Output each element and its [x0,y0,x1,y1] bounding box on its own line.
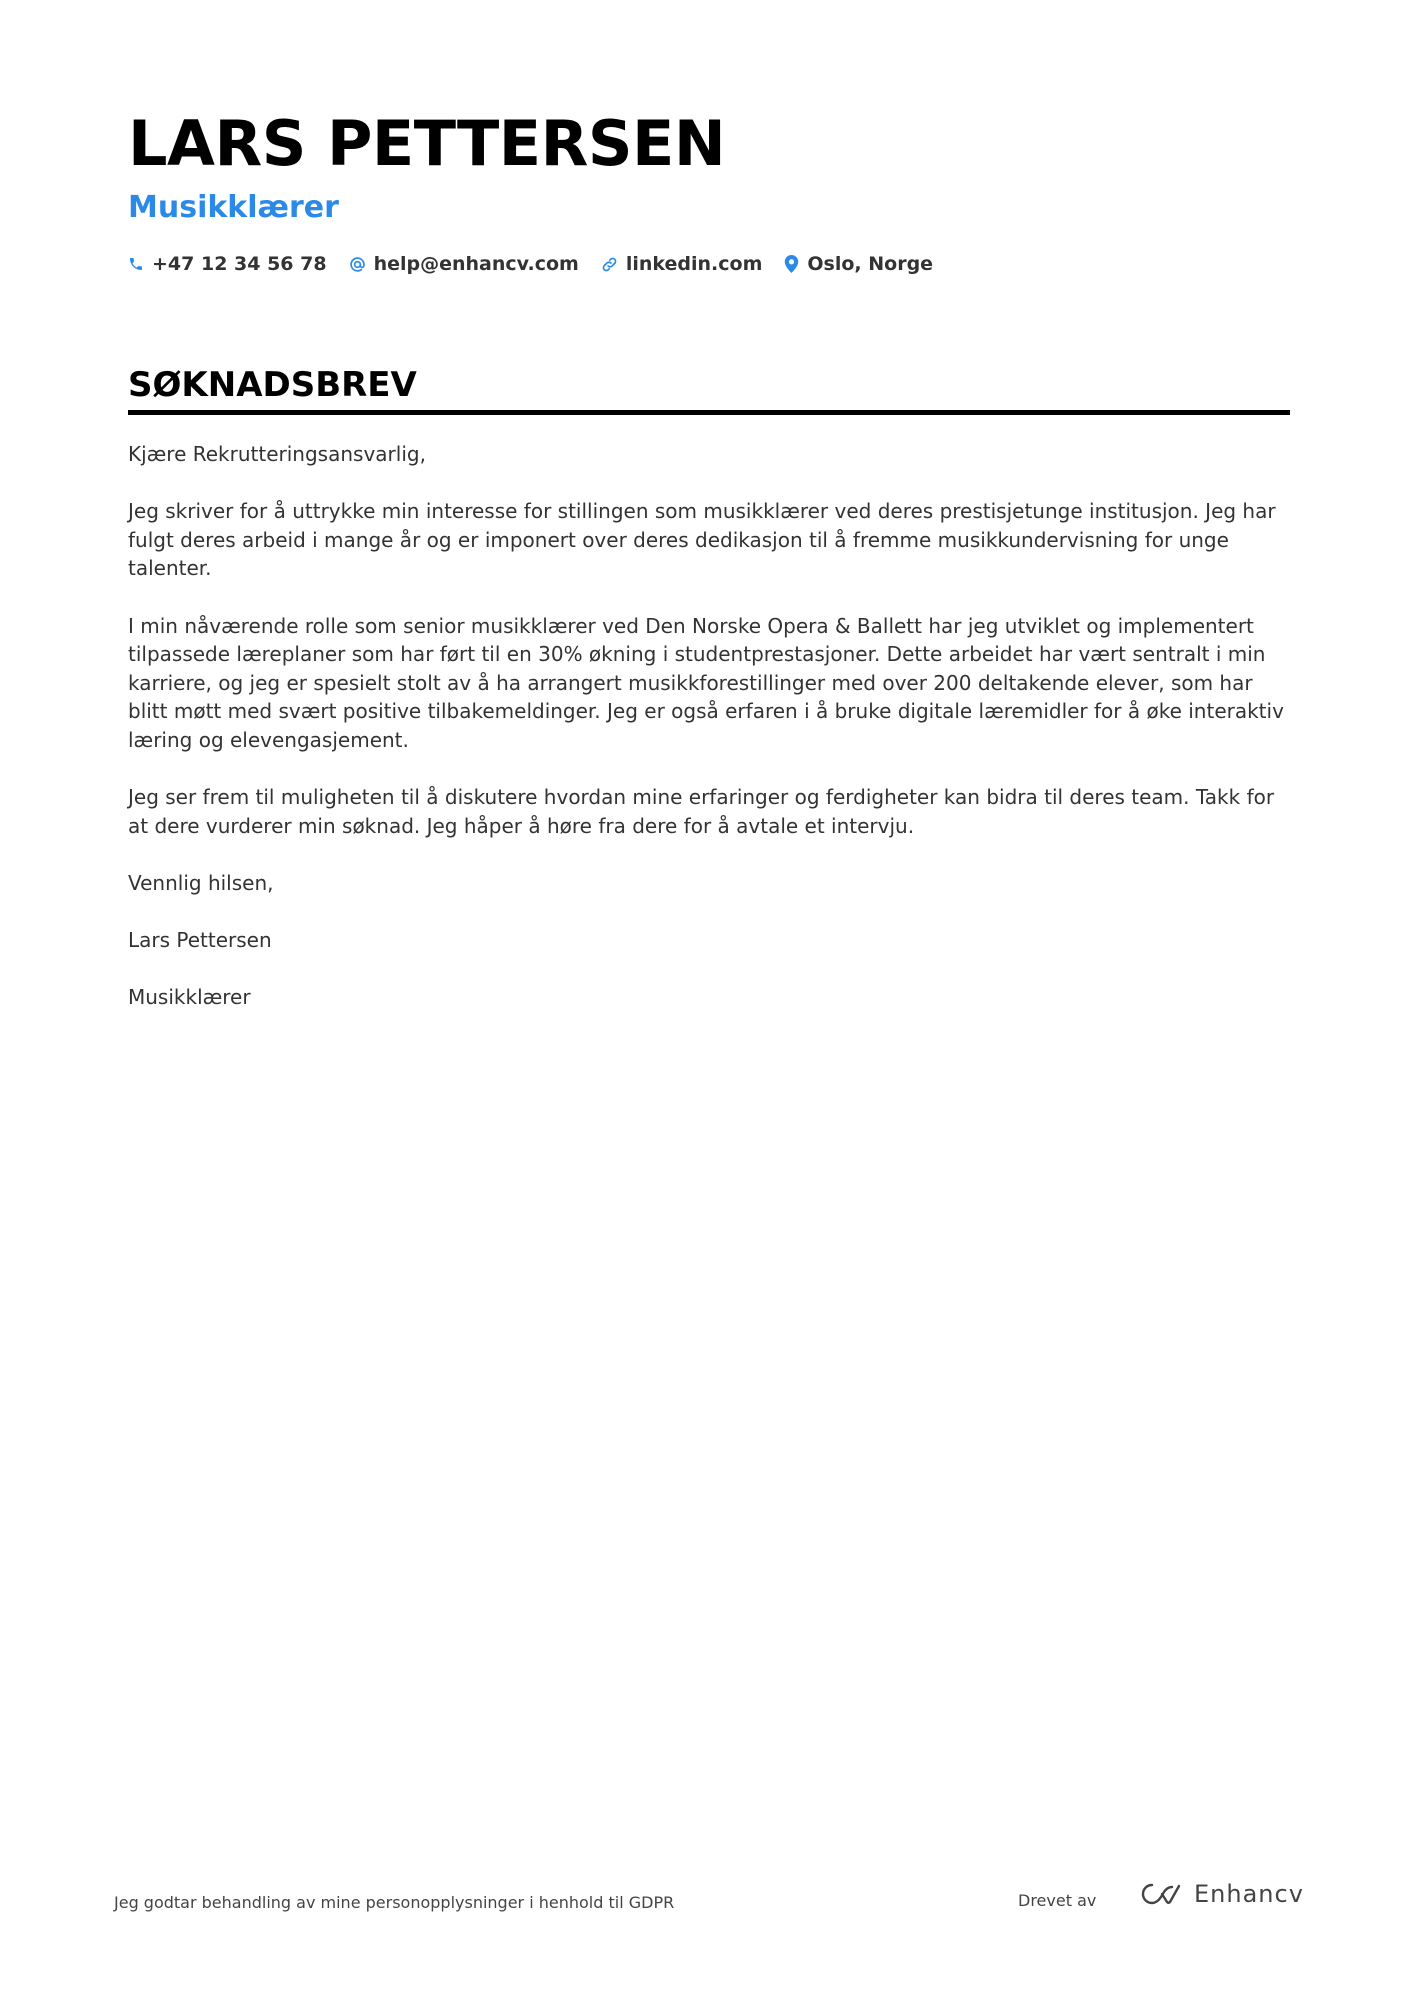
enhancv-mark-icon [1138,1881,1184,1907]
letter-paragraph-2: I min nåværende rolle som senior musikklærer ved Den Norske Opera & Ballett har jeg utviklet og implementert tilpassede læreplaner som har ført til en 30% økning i studentprestasjoner. Dette arbeidet har vært sentralt i min karriere, og jeg er spesielt stolt av å ha arrangert musikkforestillinger med over 200 deltakende elever, som har blitt møtt med svært positive tilbakemeldinger. Jeg er også erfaren i å bruke digitale læremidler for å øke interaktiv læring og elevengasjement. [128,613,1284,752]
letter-closing: Vennlig hilsen, [128,870,274,895]
phone-icon [128,256,144,272]
section-divider [128,410,1290,415]
at-icon [349,256,366,273]
signature-name: Lars Pettersen [128,928,272,953]
section-title: SØKNADSBREV [128,365,417,405]
applicant-title: Musikklærer [128,190,339,225]
location-pin-icon [784,255,799,273]
enhancv-logo[interactable] [1138,1880,1304,1908]
email-value: help@enhancv.com [373,253,579,275]
contact-location [784,253,933,275]
powered-by-label: Drevet av [1018,1891,1097,1910]
applicant-name: LARS PETTERSEN [128,107,726,180]
letter-greeting: Kjære Rekrutteringsansvarlig, [128,442,426,466]
letter-paragraph-1: Jeg skriver for å uttrykke min interesse for stillingen som musikklærer ved deres prestisjetunge institusjon. Jeg har fulgt deres arbeid i mange år og er imponert over deres dedikasjon til å fremme musikkundervisning for unge talenter. [128,499,1276,581]
contact-email[interactable] [349,253,579,275]
phone-value: +47 12 34 56 78 [152,253,327,275]
link-value: linkedin.com [625,253,763,275]
brand-name: Enhancv [1194,1880,1304,1908]
link-icon [601,256,618,273]
contact-link[interactable] [601,253,763,275]
contact-bar [128,253,933,275]
contact-phone[interactable] [128,253,327,275]
gdpr-consent: Jeg godtar behandling av mine personopplysninger i henhold til GDPR [114,1893,675,1912]
letter-body [128,440,1288,1040]
letter-paragraph-3: Jeg ser frem til muligheten til å diskutere hvordan mine erfaringer og ferdigheter kan bidra til deres team. Takk for at dere vurderer min søknad. Jeg håper å høre fra dere for å avtale et intervju. [128,785,1275,838]
signature-title: Musikklærer [128,985,251,1010]
location-value: Oslo, Norge [807,253,934,275]
